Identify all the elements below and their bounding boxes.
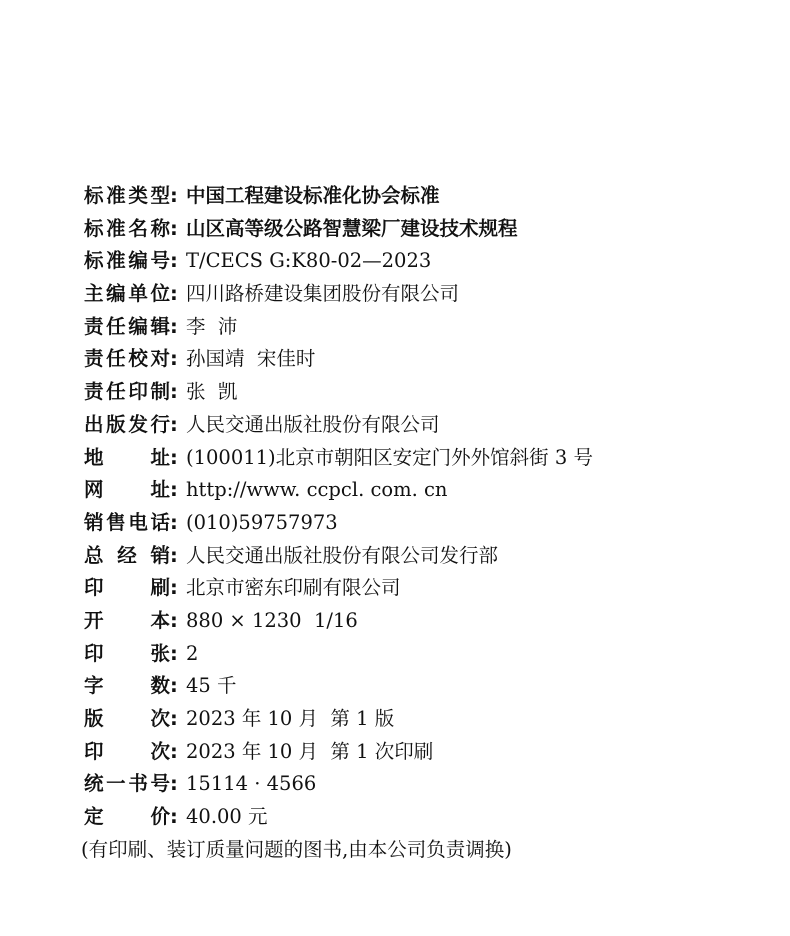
colon: : [170, 510, 178, 534]
value-publisher: 人民交通出版社股份有限公司 [186, 412, 440, 436]
colon: : [170, 641, 178, 665]
row-impression [84, 736, 774, 769]
value-website: http://www. ccpcl. com. cn [186, 478, 448, 502]
value-word-count: 45 千 [186, 674, 237, 698]
colon: : [170, 249, 178, 273]
value-printed-sheets: 2 [186, 641, 199, 665]
label-format: 开本 [84, 608, 170, 632]
label-book-number: 统一书号 [84, 772, 170, 796]
colon: : [170, 576, 178, 600]
label-standard-name: 标准名称 [84, 216, 170, 240]
label-impression: 印次 [84, 739, 170, 763]
row-website [84, 474, 774, 507]
row-book-number [84, 768, 774, 801]
label-distributor: 总经销 [84, 543, 170, 567]
row-format [84, 605, 774, 638]
label-printer: 印刷 [84, 576, 170, 600]
colon: : [170, 445, 178, 469]
label-price: 定价 [84, 805, 170, 829]
label-word-count: 字数 [84, 674, 170, 698]
label-address: 地址 [84, 445, 170, 469]
colophon-block [81, 180, 774, 866]
row-print-manager [84, 376, 774, 409]
value-edition: 2023 年 10 月 第 1 版 [186, 707, 395, 730]
row-printed-sheets [84, 638, 774, 671]
label-print-manager: 责任印制 [84, 380, 170, 404]
colon: : [170, 805, 178, 829]
label-responsible-editor: 责任编辑 [84, 314, 170, 338]
colon: : [170, 347, 178, 371]
row-price [84, 801, 774, 834]
colon: : [170, 772, 178, 796]
row-word-count [84, 670, 774, 703]
colon: : [170, 478, 178, 502]
value-printer: 北京市密东印刷有限公司 [186, 576, 401, 600]
row-edition [84, 703, 774, 736]
value-print-manager: 张 凯 [186, 380, 238, 404]
colon: : [170, 739, 178, 763]
label-sales-phone: 销售电话 [84, 510, 170, 534]
colon: : [170, 412, 178, 436]
value-standard-number: T/CECS G:K80-02—2023 [186, 249, 432, 273]
label-standard-number: 标准编号 [84, 249, 170, 273]
label-proofreader: 责任校对 [84, 347, 170, 371]
row-standard-name [84, 213, 774, 246]
label-edition: 版次 [84, 707, 170, 730]
row-sales-phone [84, 507, 774, 540]
value-proofreader: 孙国靖 宋佳时 [186, 347, 316, 371]
row-proofreader [84, 343, 774, 376]
label-publisher: 出版发行 [84, 412, 170, 436]
colon: : [170, 543, 178, 567]
value-impression: 2023 年 10 月 第 1 次印刷 [186, 739, 434, 763]
value-book-number: 15114 · 4566 [186, 772, 317, 796]
row-standard-type [84, 180, 774, 213]
label-website: 网址 [84, 478, 170, 502]
label-standard-type: 标准类型 [84, 184, 170, 207]
row-publisher [84, 409, 774, 442]
value-address: (100011)北京市朝阳区安定门外外馆斜街 3 号 [186, 445, 593, 469]
colon: : [170, 314, 178, 338]
value-chief-editor-unit: 四川路桥建设集团股份有限公司 [186, 282, 460, 306]
row-standard-number [84, 245, 774, 278]
colon: : [170, 216, 178, 240]
value-sales-phone: (010)59757973 [186, 510, 338, 534]
value-distributor: 人民交通出版社股份有限公司发行部 [186, 543, 499, 567]
colon: : [170, 380, 178, 404]
label-printed-sheets: 印张 [84, 641, 170, 665]
colon: : [170, 707, 178, 730]
row-printer [84, 572, 774, 605]
colon: : [170, 674, 178, 698]
row-responsible-editor [84, 311, 774, 344]
quality-note: (有印刷、装订质量问题的图书,由本公司负责调换) [81, 837, 512, 861]
value-price: 40.00 元 [186, 805, 268, 829]
row-address [84, 442, 774, 475]
row-distributor [84, 540, 774, 573]
value-format: 880 × 1230 1/16 [186, 608, 358, 632]
value-responsible-editor: 李 沛 [186, 314, 238, 338]
colon: : [170, 282, 178, 306]
row-chief-editor-unit [84, 278, 774, 311]
label-chief-editor-unit: 主编单位 [84, 282, 170, 306]
colon: : [170, 184, 178, 207]
value-standard-type: 中国工程建设标准化协会标准 [186, 184, 440, 207]
value-standard-name: 山区高等级公路智慧梁厂建设技术规程 [186, 216, 518, 240]
colon: : [170, 608, 178, 632]
